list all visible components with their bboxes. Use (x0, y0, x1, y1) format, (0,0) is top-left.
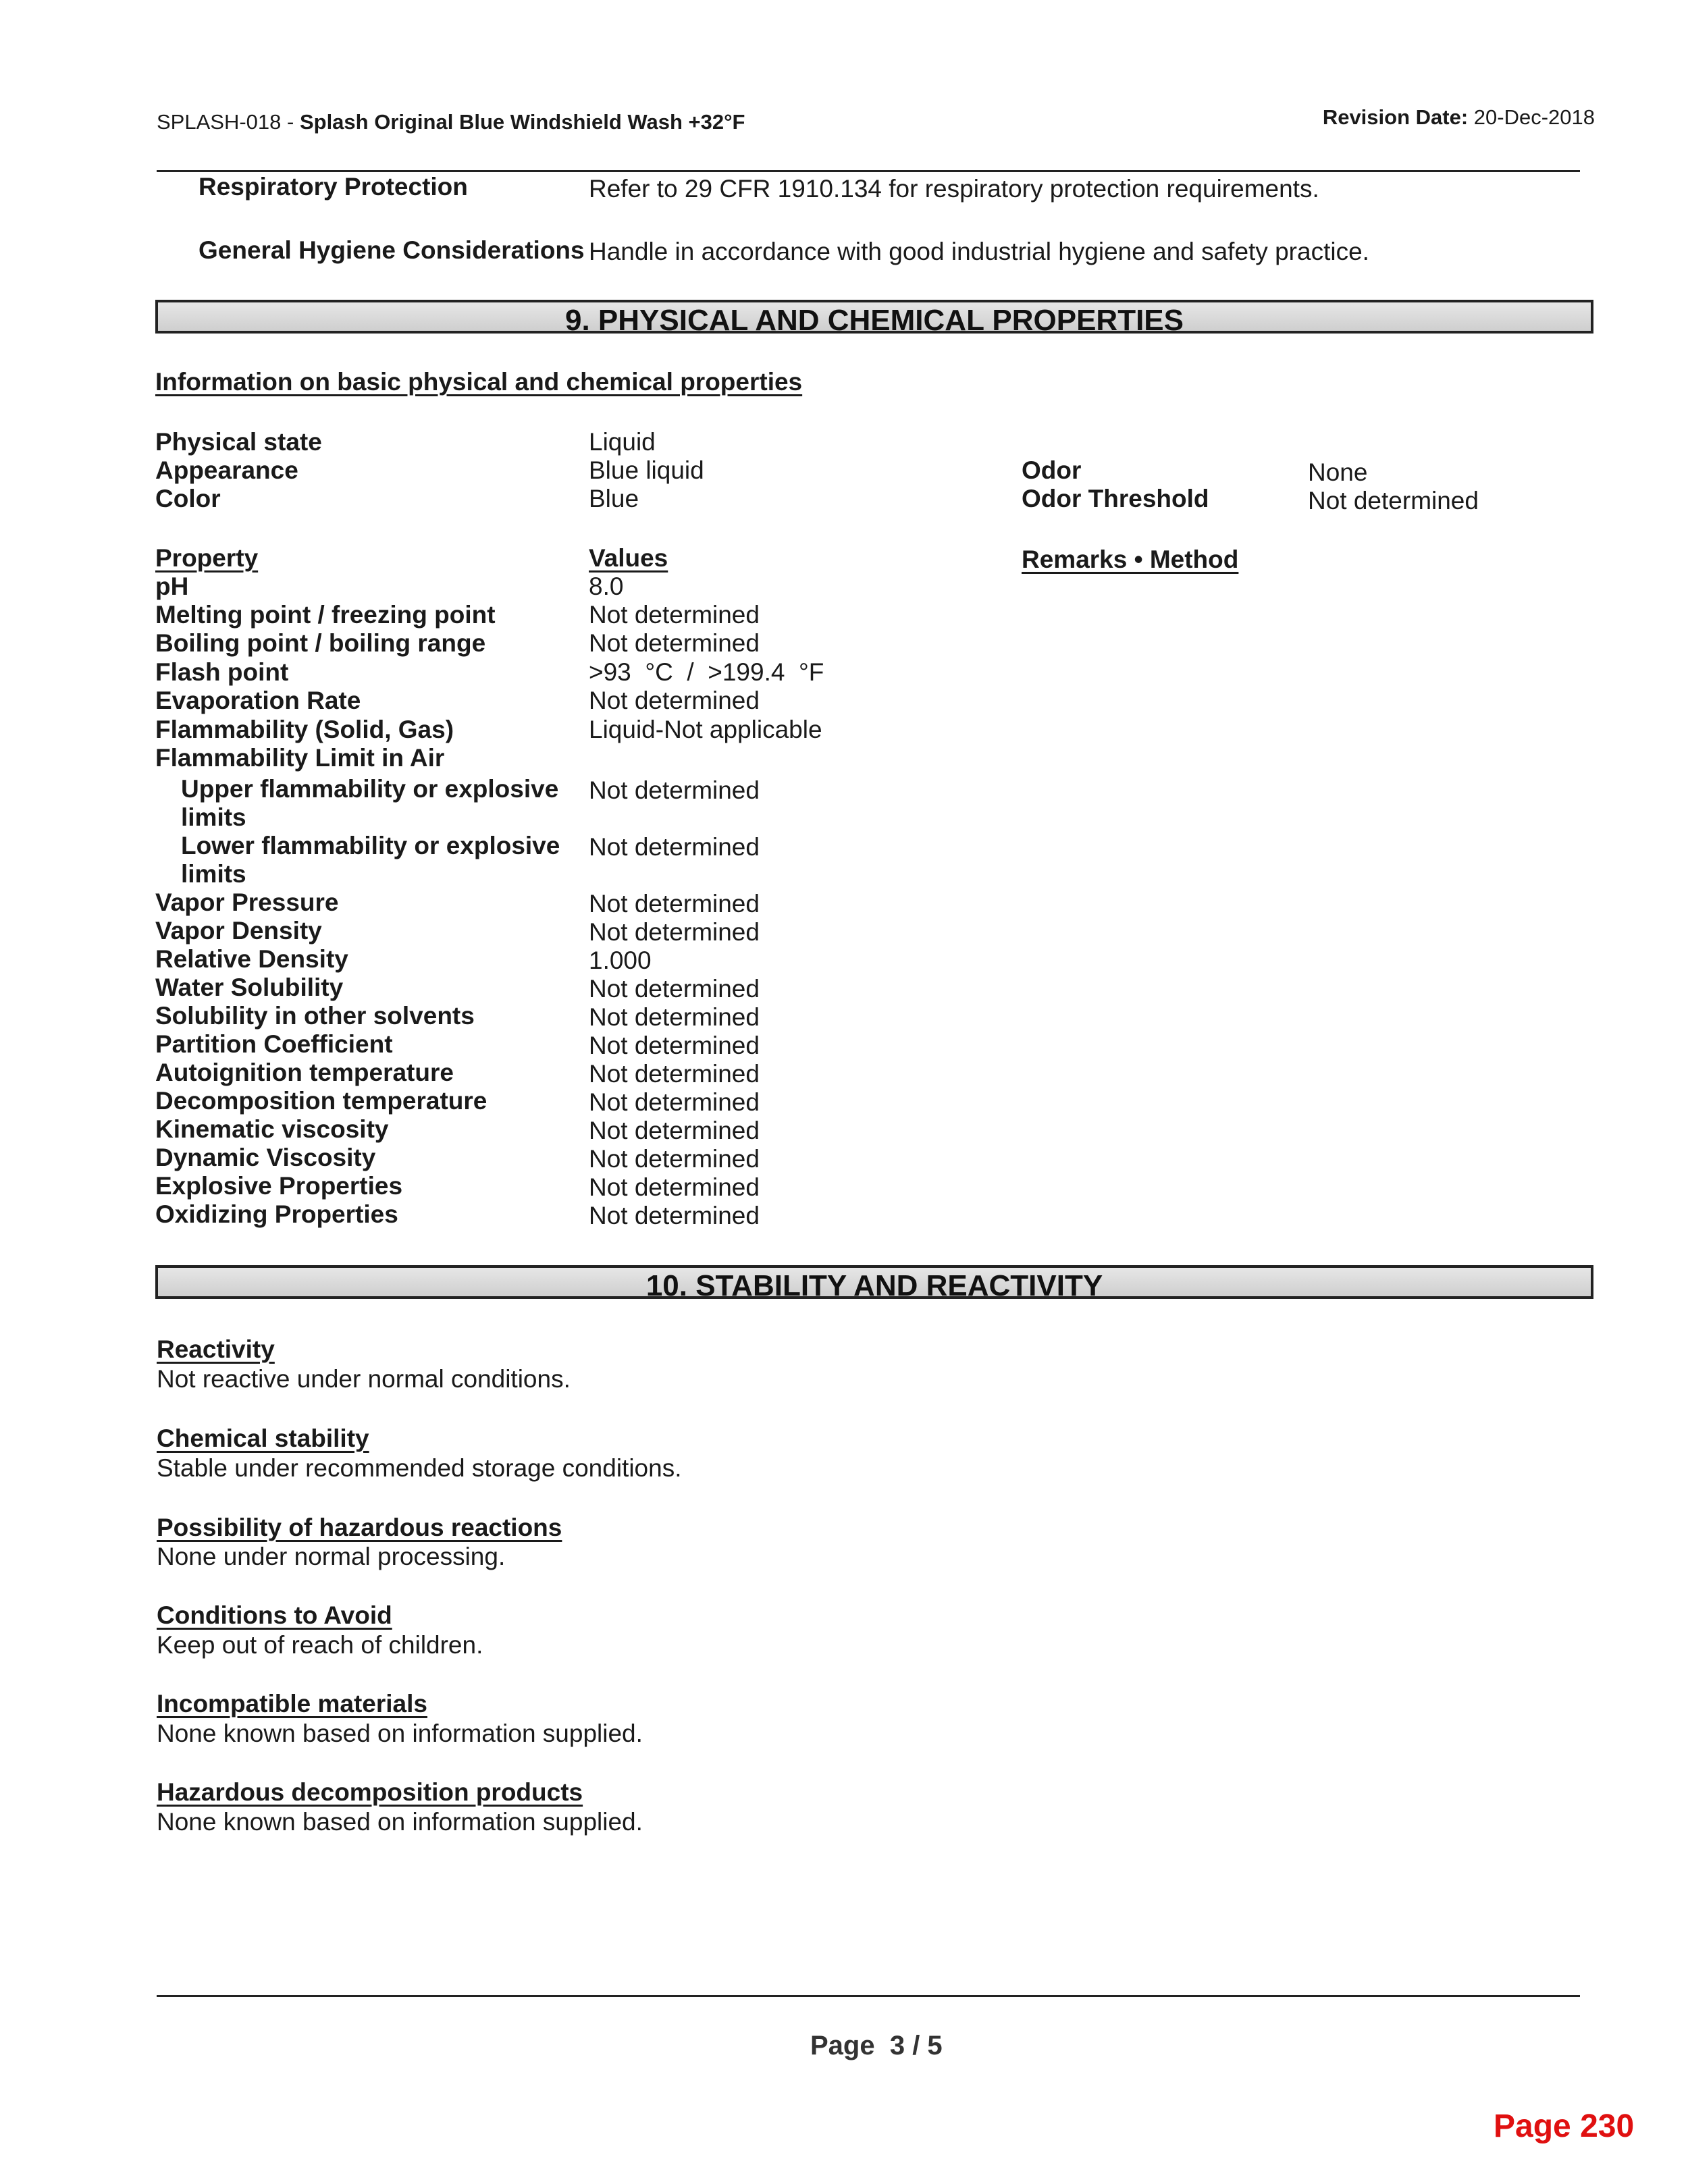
property-value: Not determined (589, 1202, 760, 1229)
appearance-value: Blue liquid (589, 456, 704, 484)
property-label-continued: limits (181, 803, 246, 831)
property-label: Decomposition temperature (155, 1087, 487, 1115)
section-10-header (155, 1265, 1593, 1302)
footer-rule (157, 1995, 1580, 1997)
decomposition-products-heading: Hazardous decomposition products (157, 1778, 583, 1806)
odor-value: None (1308, 458, 1368, 486)
appearance-label: Appearance (155, 456, 298, 484)
property-label-continued: limits (181, 860, 246, 888)
color-label: Color (155, 485, 221, 512)
property-label: Kinematic viscosity (155, 1115, 389, 1143)
property-value: Not determined (589, 890, 760, 917)
hygiene-label: General Hygiene Considerations (199, 236, 585, 264)
respiratory-protection-value: Refer to 29 CFR 1910.134 for respiratory protection requirements. (589, 175, 1319, 203)
odor-label: Odor (1022, 456, 1082, 484)
incompatible-materials-text: None known based on information supplied. (157, 1720, 643, 1747)
property-label: Explosive Properties (155, 1172, 403, 1200)
property-label: Flammability (Solid, Gas) (155, 716, 454, 743)
property-value: 1.000 (589, 947, 652, 974)
property-label: Flammability Limit in Air (155, 744, 445, 772)
property-value: Not determined (589, 776, 760, 804)
property-label: Evaporation Rate (155, 687, 361, 714)
property-value-flash-point: >93 °C / >199.4 °F (589, 658, 824, 686)
reactivity-text: Not reactive under normal conditions. (157, 1365, 571, 1393)
property-label-ph: pH (155, 572, 189, 600)
property-value: Not determined (589, 1173, 760, 1201)
section-9-title: 9. PHYSICAL AND CHEMICAL PROPERTIES (565, 304, 1184, 337)
color-value: Blue (589, 485, 639, 512)
property-value: Not determined (589, 1032, 760, 1059)
property-value: Not determined (589, 1060, 760, 1088)
conditions-to-avoid-text: Keep out of reach of children. (157, 1631, 483, 1659)
property-value: Not determined (589, 601, 760, 629)
hazardous-reactions-text: None under normal processing. (157, 1543, 506, 1570)
property-value: Not determined (589, 918, 760, 946)
property-value: Not determined (589, 1003, 760, 1031)
respiratory-protection-label: Respiratory Protection (199, 173, 468, 201)
page-stamp: Page 230 (1494, 2108, 1635, 2144)
property-value: Not determined (589, 1145, 760, 1173)
property-label: Water Solubility (155, 974, 344, 1001)
property-label: Dynamic Viscosity (155, 1144, 376, 1171)
property-label: Solubility in other solvents (155, 1002, 475, 1030)
product-code: SPLASH-018 - (157, 110, 294, 134)
property-label: Boiling point / boiling range (155, 629, 486, 657)
hygiene-value: Handle in accordance with good industrial hygiene and safety practice. (589, 238, 1369, 265)
revision-label: Revision Date: (1322, 105, 1469, 129)
section-9-header (155, 300, 1593, 337)
remarks-column-header: Remarks • Method (1022, 545, 1239, 573)
decomposition-products-text: None known based on information supplied. (157, 1808, 643, 1836)
document-header (157, 110, 745, 134)
odor-threshold-label: Odor Threshold (1022, 485, 1209, 512)
property-value: Not determined (589, 1088, 760, 1116)
info-heading: Information on basic physical and chemical properties (155, 368, 803, 396)
property-value: Not determined (589, 975, 760, 1003)
chemical-stability-heading: Chemical stability (157, 1424, 369, 1452)
reactivity-heading: Reactivity (157, 1335, 275, 1363)
revision-date: 20-Dec-2018 (1473, 105, 1595, 129)
property-value-ph: 8.0 (589, 572, 624, 600)
property-label: Melting point / freezing point (155, 601, 496, 629)
header-rule (157, 170, 1580, 172)
revision-info (1323, 105, 1595, 130)
property-label: Relative Density (155, 945, 348, 973)
property-label: Upper flammability or explosive (181, 775, 559, 803)
incompatible-materials-heading: Incompatible materials (157, 1690, 427, 1717)
property-value: Not determined (589, 833, 760, 861)
property-value: Liquid-Not applicable (589, 716, 822, 743)
odor-threshold-value: Not determined (1308, 487, 1479, 514)
hazardous-reactions-heading: Possibility of hazardous reactions (157, 1514, 562, 1541)
property-value: Not determined (589, 629, 760, 657)
section-10-title: 10. STABILITY AND REACTIVITY (645, 1269, 1103, 1302)
property-label: Partition Coefficient (155, 1030, 393, 1058)
property-label: Vapor Pressure (155, 888, 339, 916)
conditions-to-avoid-heading: Conditions to Avoid (157, 1601, 392, 1629)
property-label: Oxidizing Properties (155, 1200, 398, 1228)
property-label-flash-point: Flash point (155, 658, 289, 686)
page-number: Page 3 / 5 (810, 2031, 943, 2060)
property-label: Autoignition temperature (155, 1059, 454, 1086)
property-value: Not determined (589, 687, 760, 714)
values-column-header: Values (589, 544, 668, 572)
property-label: Lower flammability or explosive (181, 832, 560, 859)
chemical-stability-text: Stable under recommended storage conditions. (157, 1454, 682, 1482)
product-name: Splash Original Blue Windshield Wash +32°F (299, 110, 745, 134)
property-value: Not determined (589, 1117, 760, 1144)
property-column-header: Property (155, 544, 259, 572)
property-label: Vapor Density (155, 917, 322, 944)
physical-state-value: Liquid (589, 428, 656, 456)
physical-state-label: Physical state (155, 428, 322, 456)
